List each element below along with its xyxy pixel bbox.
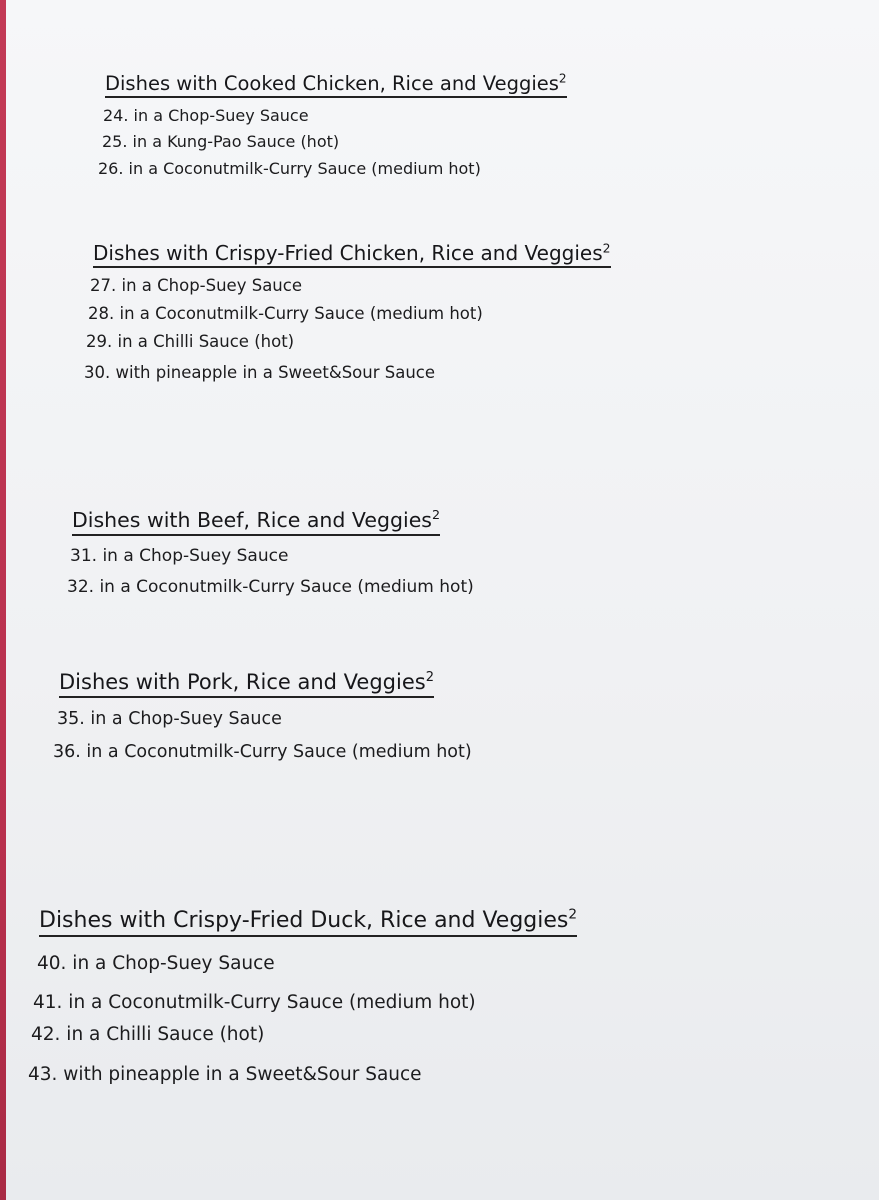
section-heading	[72, 508, 440, 536]
menu-item: 29. in a Chilli Sauce (hot)	[86, 332, 295, 351]
menu-item: 43. with pineapple in a Sweet&Sour Sauce	[28, 1064, 422, 1085]
menu-item: 32. in a Coconutmilk-Curry Sauce (medium hot)	[67, 577, 474, 597]
footnote-marker: 2	[432, 507, 441, 523]
menu-item: 42. in a Chilli Sauce (hot)	[31, 1024, 265, 1045]
footnote-marker: 2	[568, 906, 578, 923]
menu-item: 40. in a Chop-Suey Sauce	[37, 953, 275, 974]
section-title: Dishes with Beef, Rice and Veggies	[72, 508, 432, 532]
menu-item: 41. in a Coconutmilk-Curry Sauce (medium hot)	[33, 992, 476, 1013]
section-heading	[93, 241, 611, 268]
section-heading	[105, 72, 567, 98]
section-title: Dishes with Crispy-Fried Chicken, Rice and Veggies	[93, 241, 603, 265]
menu-item: 28. in a Coconutmilk-Curry Sauce (medium hot)	[88, 304, 483, 323]
footnote-marker: 2	[558, 71, 567, 86]
section-heading	[59, 670, 434, 698]
menu-page	[6, 0, 879, 1200]
menu-item: 27. in a Chop-Suey Sauce	[90, 276, 302, 295]
section-title: Dishes with Crispy-Fried Duck, Rice and Veggies	[39, 908, 569, 933]
menu-item: 30. with pineapple in a Sweet&Sour Sauce	[84, 363, 436, 382]
menu-item: 31. in a Chop-Suey Sauce	[70, 546, 289, 566]
menu-item: 35. in a Chop-Suey Sauce	[57, 709, 282, 729]
menu-item: 24. in a Chop-Suey Sauce	[103, 106, 309, 125]
menu-item: 26. in a Coconutmilk-Curry Sauce (medium hot)	[98, 159, 481, 178]
section-title: Dishes with Pork, Rice and Veggies	[59, 670, 426, 694]
menu-item: 25. in a Kung-Pao Sauce (hot)	[102, 132, 340, 151]
menu-item: 36. in a Coconutmilk-Curry Sauce (medium hot)	[53, 742, 472, 762]
footnote-marker: 2	[425, 670, 434, 685]
section-title: Dishes with Cooked Chicken, Rice and Veggies	[105, 72, 559, 95]
footnote-marker: 2	[602, 240, 611, 256]
section-heading	[39, 908, 577, 937]
